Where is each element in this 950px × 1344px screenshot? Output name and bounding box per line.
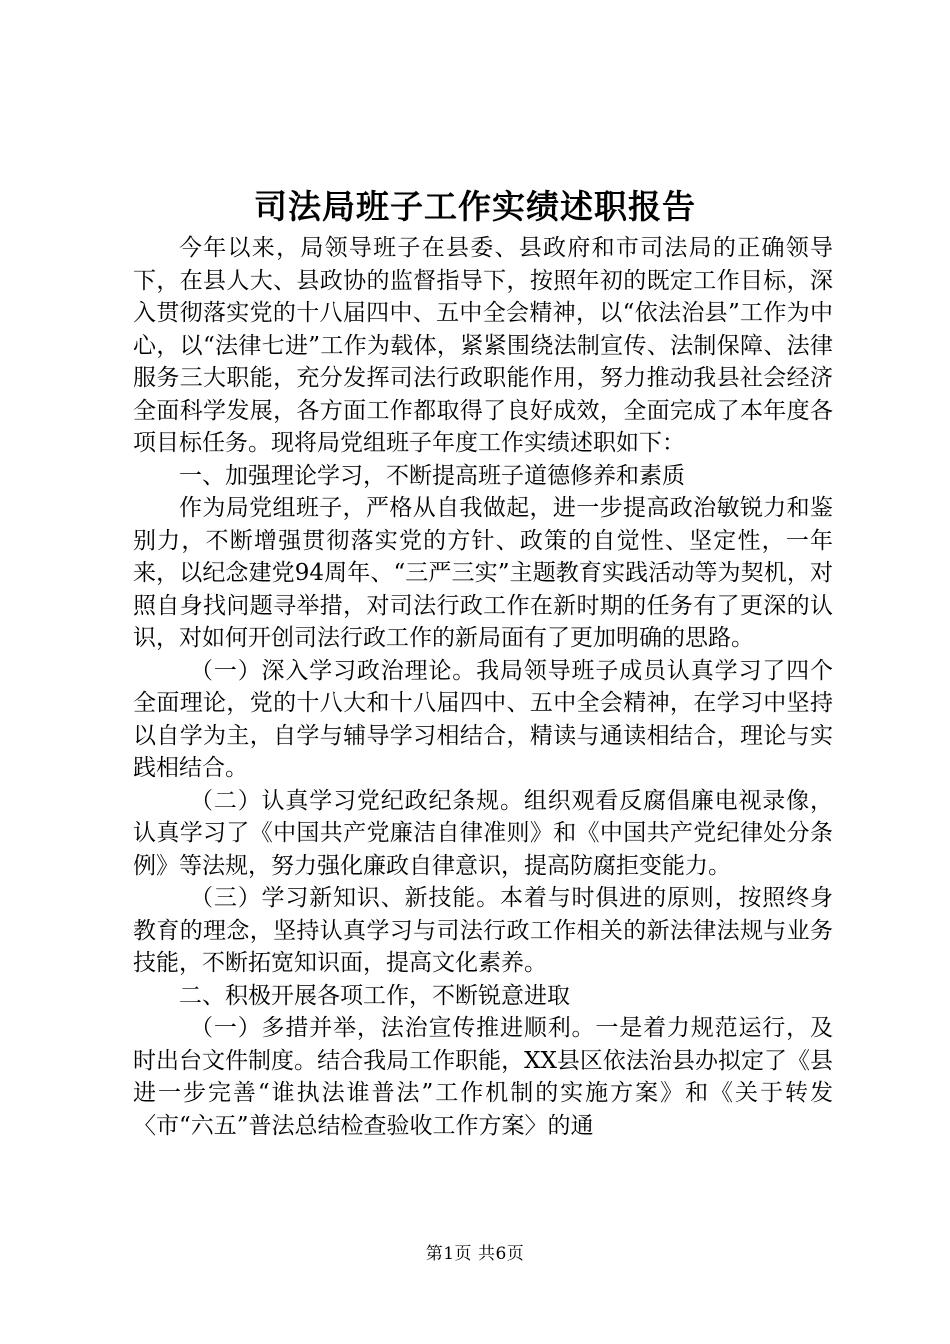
paragraph-subsection-1-1: （一）深入学习政治理论。我局领导班子成员认真学习了四个全面理论，党的十八大和十八届四中、五中全会精神，在学习中坚持以自学为主，自学与辅导学习相结合，精读与通读相结合，理论与实践相结合。 [133, 657, 833, 781]
paragraph-subsection-2-1: （一）多措并举，法治宣传推进顺利。一是着力规范运行，及时出台文件制度。结合我局工作职能，XX县区依法治县办拟定了《县进一步完善“谁执法谁普法”工作机制的实施方案》和《关于转发〈市“六五”普法总结检查验收工作方案〉的通 [133, 1015, 833, 1139]
paragraph-section-1: 作为局党组班子，严格从自我做起，进一步提高政治敏锐力和鉴别力，不断增强贯彻落实党的方针、政策的自觉性、坚定性，一年来，以纪念建党94周年、“三严三实”主题教育实践活动等为契机，对照自身找问题寻举措，对司法行政工作在新时期的任务有了更深的认识，对如何开创司法行政工作的新局面有了更加明确的思路。 [133, 495, 833, 651]
paragraph-subsection-1-2: （二）认真学习党纪政纪条规。组织观看反腐倡廉电视录像，认真学习了《中国共产党廉洁自律准则》和《中国共产党纪律处分条例》等法规，努力强化廉政自律意识，提高防腐拒变能力。 [133, 787, 833, 879]
section-heading-2: 二、积极开展各项工作，不断锐意进取 [179, 982, 570, 1009]
document-title: 司法局班子工作实绩述职报告 [254, 187, 696, 226]
paragraph-intro: 今年以来，局领导班子在县委、县政府和市司法局的正确领导下，在县人大、县政协的监督指导下，按照年初的既定工作目标，深入贯彻落实党的十八届四中、五中全会精神，以“依法治县”工作为中心，以“法律七进”工作为载体，紧紧围绕法制宣传、法制保障、法律服务三大职能，充分发挥司法行政职能作用，努力推动我县社会经济全面科学发展，各方面工作都取得了良好成效，全面完成了本年度各项目标任务。现将局党组班子年度工作实绩述职如下： [133, 235, 833, 456]
section-heading-1: 一、加强理论学习，不断提高班子道德修养和素质 [179, 462, 685, 489]
page-number-footer: 第1页 共6页 [425, 1244, 525, 1264]
document-body [133, 232, 833, 1142]
paragraph-subsection-1-3: （三）学习新知识、新技能。本着与时俱进的原则，按照终身教育的理念，坚持认真学习与司法行政工作相关的新法律法规与业务技能，不断拓宽知识面，提高文化素养。 [133, 885, 833, 976]
